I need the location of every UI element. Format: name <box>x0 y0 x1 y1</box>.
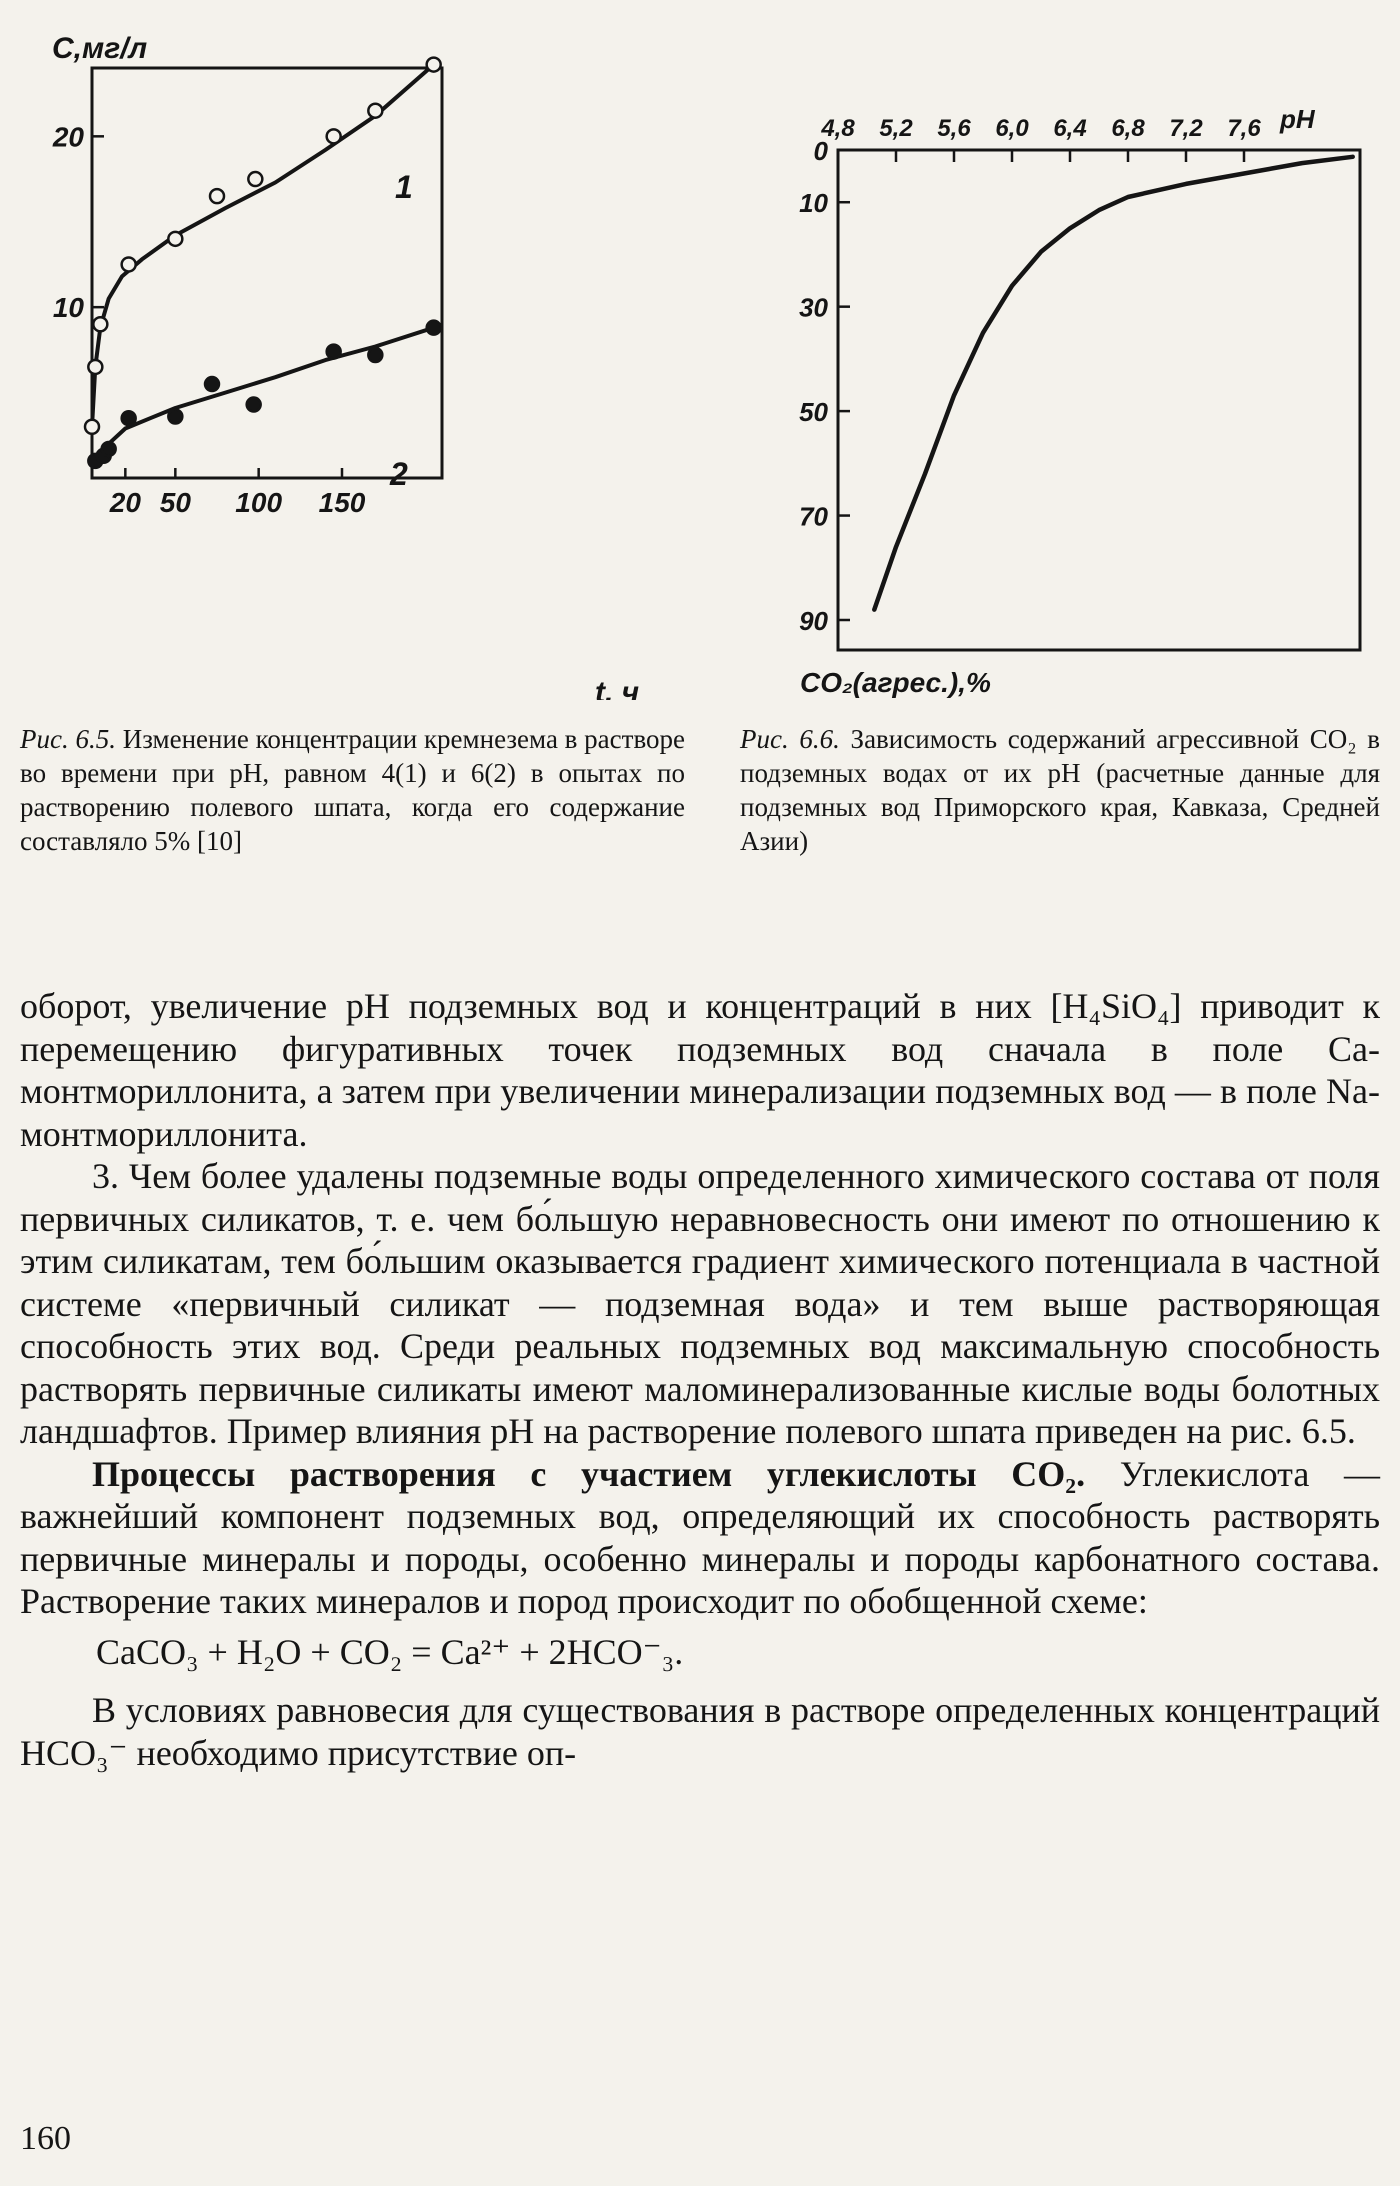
data-point-series-1 <box>368 104 382 118</box>
data-point-series-2 <box>168 410 182 424</box>
x-tick-label: 150 <box>318 487 366 518</box>
y-tick-label: 90 <box>799 606 828 636</box>
x-axis-label: pH <box>1280 104 1315 134</box>
y-tick-label: 70 <box>799 501 828 532</box>
paragraph-text: Углекислота — важнейший компонент подземных вод, определяющий их способность растворять первичные минералы и породы, особенно минералы и породы карбонатного состава. Растворение таких минералов и пород происходит по обобщенной схеме: <box>20 1453 1380 1621</box>
figure-6-5-caption <box>20 722 685 858</box>
x-tick-label: 6,8 <box>1111 115 1145 142</box>
caption-label: Рис. 6.5. <box>20 724 116 754</box>
data-point-series-2 <box>102 442 116 456</box>
data-point-series-1 <box>427 58 441 72</box>
data-point-series-2 <box>205 377 219 391</box>
x-axis-label: t, ч <box>595 676 640 700</box>
paragraph: 3. Чем более удалены подземные воды определенного химического состава от поля первичных силикатов, т. е. чем бо́льшую неравновесность они имеют по отношению к этим силикатам, тем бо́льшим оказывается градиент химического потенциала в частной системе «первичный силикат — подземная вода» и тем выше растворяющая способность этих вод. Среди реальных подземных вод максимальную способность растворять первичные силикаты имеют маломинерализованные кислые воды болотных ландшафтов. Пример влияния pH на растворение полевого шпата приведен на рис. 6.5. <box>20 1156 1380 1451</box>
y-tick-label: 50 <box>799 397 828 428</box>
figure-6-6-caption <box>740 722 1380 858</box>
section-heading: Процессы растворения с участием углекислоты CO₂. <box>92 1453 1086 1494</box>
y-axis-label: CO₂(агрес.),% <box>800 667 991 698</box>
data-point-series-2 <box>368 348 382 362</box>
data-point-series-1 <box>248 172 262 186</box>
x-tick-label: 7,2 <box>1169 115 1203 142</box>
data-point-series-1 <box>88 360 102 374</box>
body-text <box>20 985 1380 1774</box>
figure-6-5 <box>50 20 690 700</box>
x-tick-label: 100 <box>235 487 283 518</box>
data-point-series-2 <box>427 321 441 335</box>
x-tick-label: 50 <box>159 487 191 518</box>
figure-6-6 <box>760 90 1390 700</box>
y-axis-label: С,мг/л <box>52 32 148 65</box>
series-label-1: 1 <box>395 169 413 205</box>
caption-text: Зависимость содержаний агрессивной CO₂ в подземных водах от их pH (расчетные данные для подземных вод Приморского края, Кавказа, Средней Азии) <box>740 724 1381 856</box>
plot-frame <box>92 68 442 478</box>
caption-label: Рис. 6.6. <box>740 724 840 754</box>
data-point-series-1 <box>168 232 182 246</box>
paragraph <box>20 1453 1380 1623</box>
series-curve-1 <box>92 65 434 427</box>
y-tick-label: 10 <box>52 292 84 324</box>
data-point-series-1 <box>210 189 224 203</box>
paragraph: оборот, увеличение pH подземных вод и концентраций в них [H₄SiO₄] приводит к перемещению фигуративных точек подземных вод сначала в поле Ca-монтмориллонита, а затем при увеличении минерализации подземных вод — в поле Na-монтмориллонита. <box>20 986 1380 1154</box>
x-tick-label: 4,8 <box>821 115 855 142</box>
chemical-formula: CaCO₃ + H₂O + CO₂ = Ca²⁺ + 2HCO⁻₃. <box>96 1631 684 1672</box>
x-tick-label: 6,0 <box>995 115 1029 142</box>
chart-silica-concentration <box>50 20 690 700</box>
x-tick-label: 5,2 <box>879 115 913 142</box>
x-tick-label: 5,6 <box>937 115 971 142</box>
series-label-2: 2 <box>390 456 408 492</box>
caption-text: Изменение концентрации кремнезема в растворе во времени при pH, равном 4(1) и 6(2) в опытах по растворению полевого шпата, когда его содержание составляло 5% [10] <box>20 724 685 856</box>
y-tick-label: 20 <box>52 121 84 153</box>
data-point-series-2 <box>122 411 136 425</box>
data-point-series-1 <box>85 420 99 434</box>
paragraph: В условиях равновесия для существования в растворе определенных концентраций HCO₃⁻ необходимо присутствие оп- <box>20 1690 1380 1773</box>
y-tick-label: 10 <box>799 188 828 219</box>
page-number: 160 <box>20 2120 71 2157</box>
co2-curve <box>874 157 1352 610</box>
data-point-series-1 <box>93 317 107 331</box>
plot-frame <box>838 150 1360 650</box>
data-point-series-2 <box>327 345 341 359</box>
x-tick-label: 7,6 <box>1227 115 1261 142</box>
chart-co2-vs-ph <box>760 90 1390 700</box>
data-point-series-1 <box>327 129 341 143</box>
data-point-series-1 <box>122 257 136 271</box>
y-tick-label: 0 <box>813 136 828 166</box>
x-tick-label: 20 <box>109 487 141 518</box>
y-tick-label: 30 <box>799 292 828 323</box>
series-curve-2 <box>92 328 434 461</box>
data-point-series-2 <box>247 398 261 412</box>
x-tick-label: 6,4 <box>1053 115 1087 142</box>
